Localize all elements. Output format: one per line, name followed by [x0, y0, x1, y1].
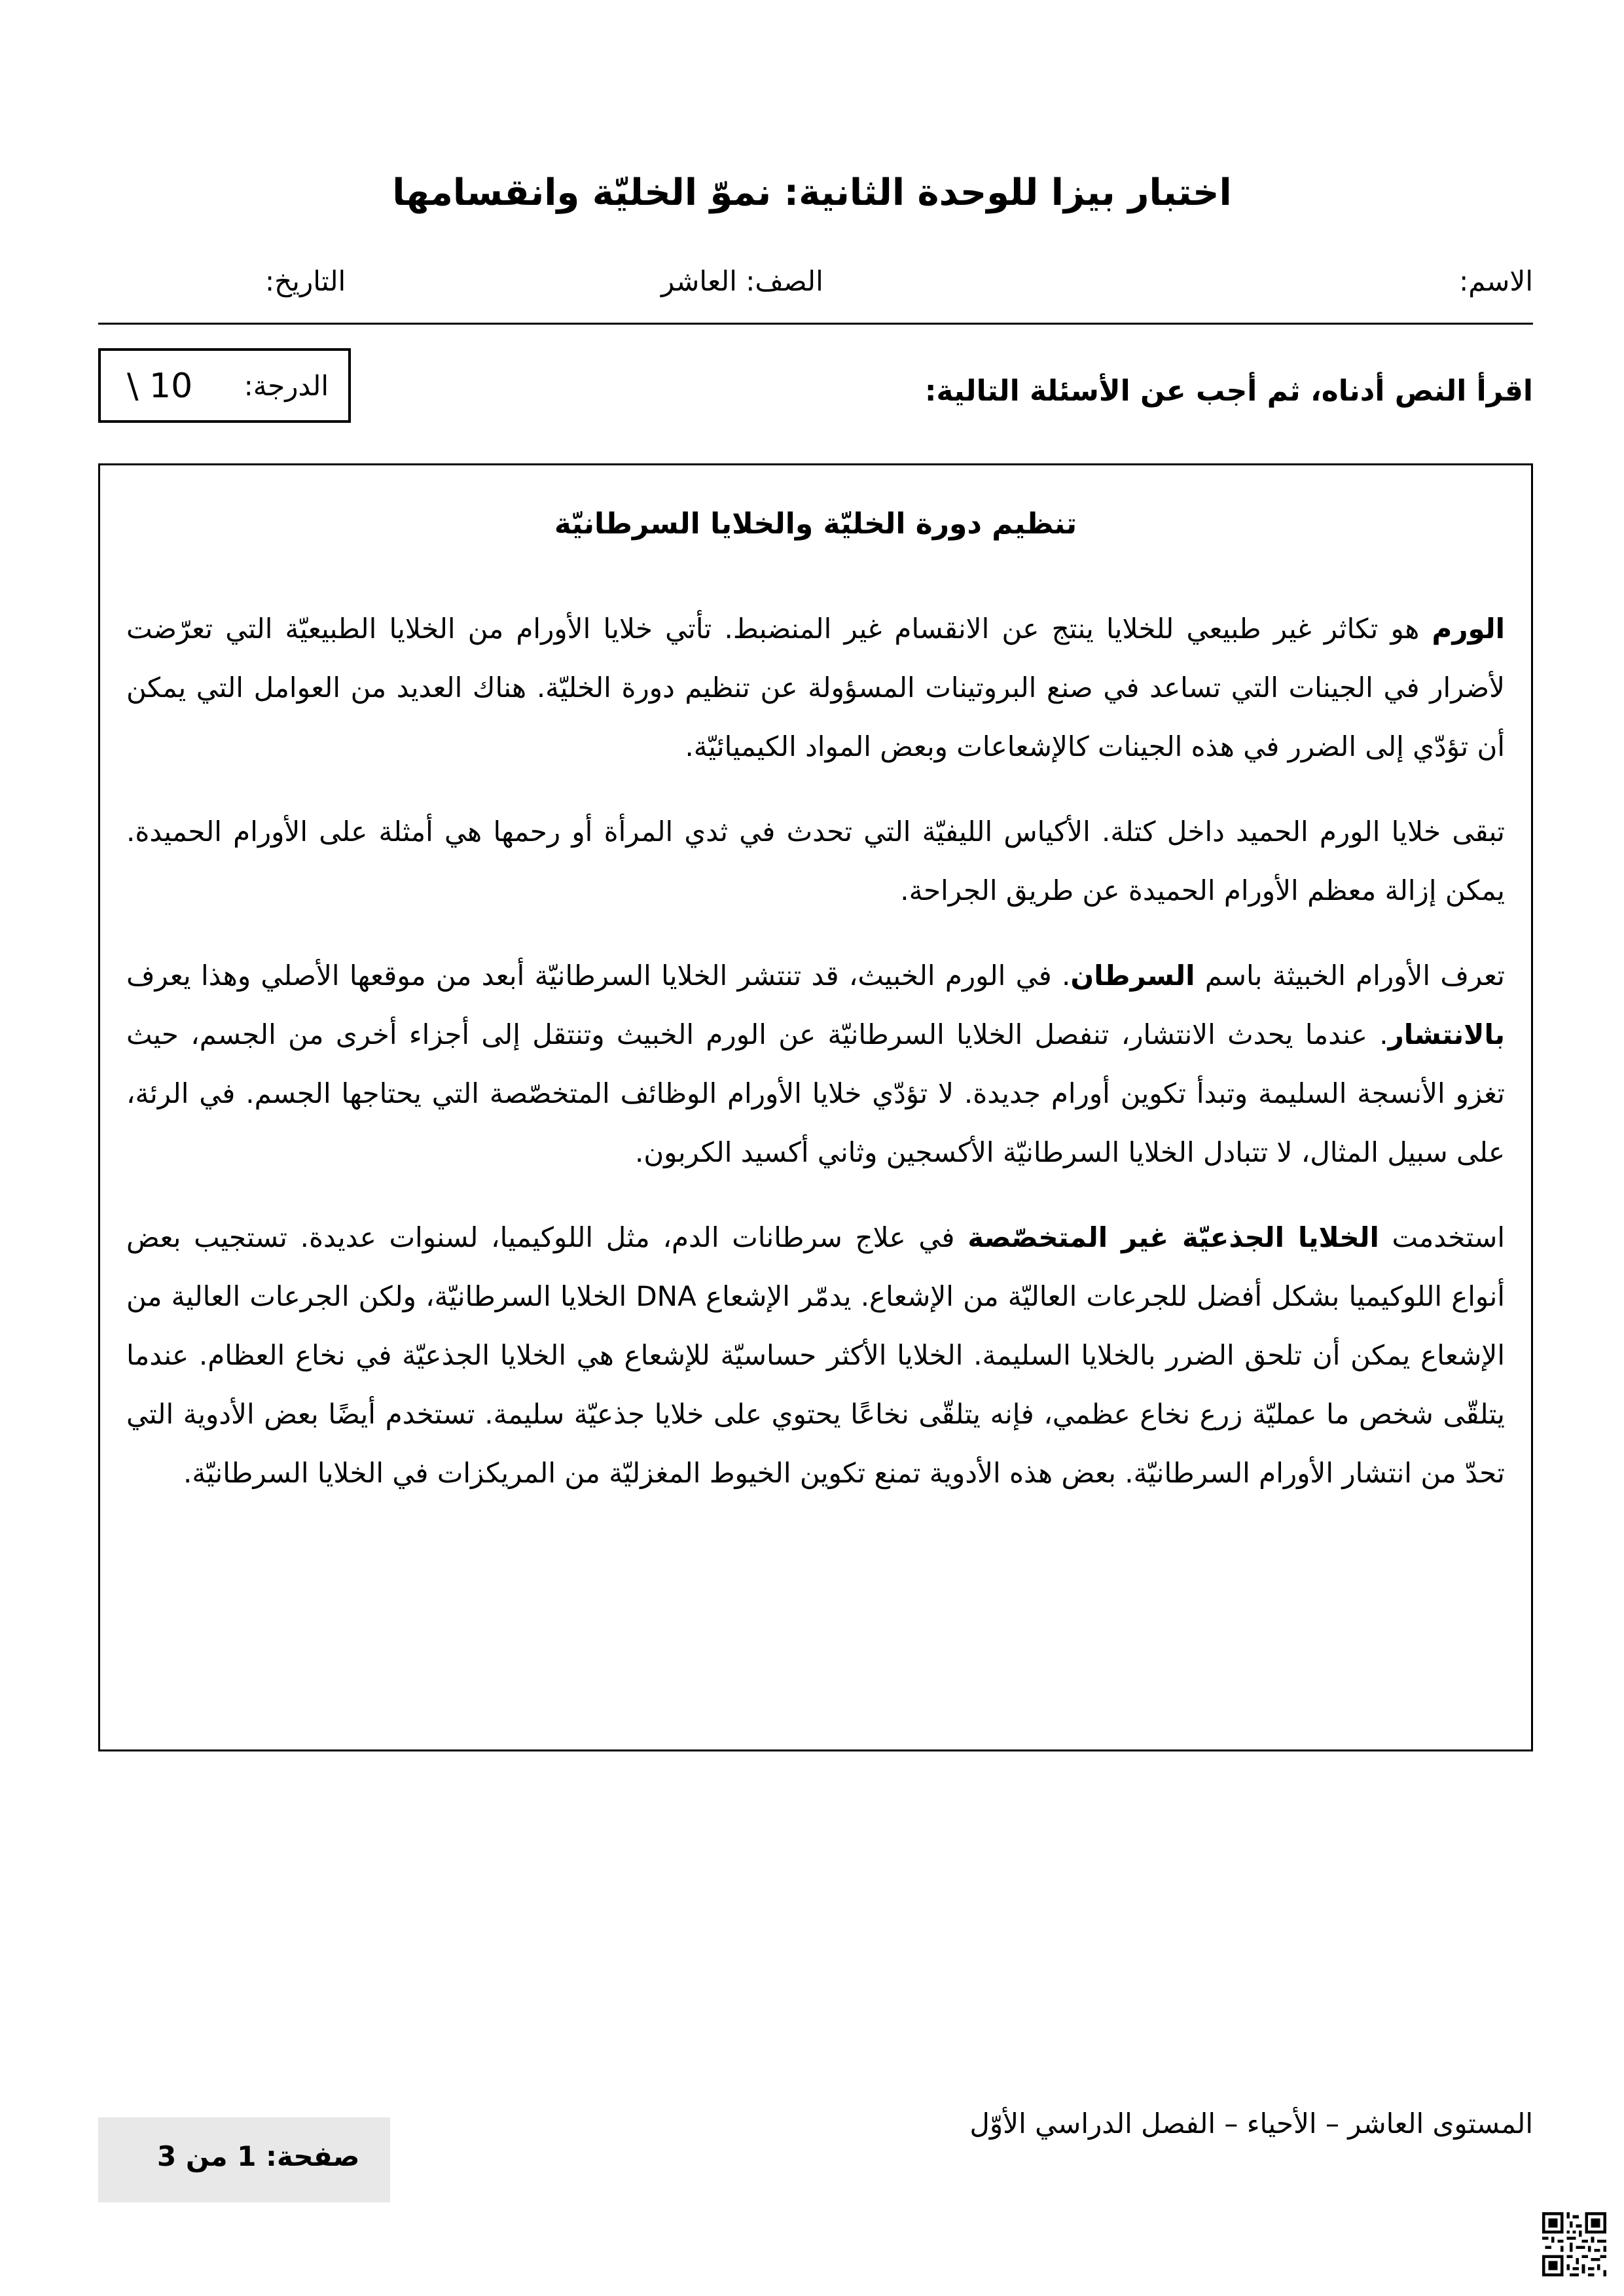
term-cancer: السرطان — [1070, 960, 1195, 992]
passage-paragraph-2 — [126, 802, 1505, 920]
page-number: صفحة: 1 من 3 — [157, 2140, 360, 2172]
grade-box — [98, 348, 351, 423]
term-metastasis: بالانتشار — [1388, 1018, 1505, 1050]
passage-paragraph-1 — [126, 600, 1505, 776]
paragraph-4-text-a: استخدمت — [1379, 1221, 1505, 1253]
name-label: الاسم: — [1459, 265, 1533, 297]
passage-paragraph-3 — [126, 946, 1505, 1182]
page-number-box — [98, 2117, 390, 2202]
paragraph-3-text-c: . عندما يحدث الانتشار، تنفصل الخلايا السرطانيّة عن الورم الخبيث وتنتقل إلى أجزاء أخرى من الجسم، حيث تغزو الأنسجة السليمة وتبدأ تكوين أورام جديدة. لا تؤدّي خلايا الأورام الوظائف المتخصّصة التي يحتاجها الجسم. في الرئة، على سبيل المثال، لا تتبادل الخلايا السرطانيّة الأكسجين وثاني أكسيد الكربون. — [126, 1018, 1505, 1168]
paragraph-3-text-a: تعرف الأورام الخبيثة باسم — [1195, 960, 1505, 992]
term-tumor: الورم — [1432, 613, 1505, 645]
paragraph-1-text: هو تكاثر غير طبيعي للخلايا ينتج عن الانقسام غير المنضبط. تأتي خلايا الأورام من الخلايا الطبيعيّة التي تعرّضت لأضرار في الجينات التي تساعد في صنع البروتينات المسؤولة عن تنظيم دورة الخليّة. هناك العديد من العوامل التي يمكن أن تؤدّي إلى الضرر في هذه الجينات كالإشعاعات وبعض المواد الكيميائيّة. — [126, 613, 1505, 762]
grade-value: \ 10 — [127, 367, 193, 406]
paragraph-2-text: تبقى خلايا الورم الحميد داخل كتلة. الأكياس الليفيّة التي تحدث في ثدي المرأة أو رحمها هي أمثلة على الأورام الحميدة. يمكن إزالة معظم الأورام الحميدة عن طريق الجراحة. — [126, 816, 1505, 906]
header-divider — [98, 323, 1533, 325]
instruction-text: اقرأ النص أدناه، ثم أجب عن الأسئلة التالية: — [924, 374, 1533, 408]
class-label: الصف: العاشر — [661, 265, 823, 297]
date-label: التاريخ: — [265, 265, 346, 297]
grade-label: الدرجة: — [244, 370, 329, 402]
student-info-row — [98, 259, 1533, 304]
term-stem-cells: الخلايا الجذعيّة غير المتخصّصة — [967, 1221, 1379, 1253]
qr-code-icon — [1542, 2212, 1606, 2276]
footer-course-label: المستوى العاشر – الأحياء – الفصل الدراسي الأوّل — [969, 2108, 1533, 2140]
passage-title: تنظيم دورة الخليّة والخلايا السرطانيّة — [554, 507, 1077, 541]
paragraph-4-text-b: في علاج سرطانات الدم، مثل اللوكيميا، لسنوات عديدة. تستجيب بعض أنواع اللوكيميا بشكل أفضل للجرعات العاليّة من الإشعاع. يدمّر الإشعاع DNA الخلايا السرطانيّة، ولكن الجرعات العالية من الإشعاع يمكن أن تلحق الضرر بالخلايا السليمة. الخلايا الأكثر حساسيّة للإشعاع هي الخلايا الجذعيّة في نخاع العظام. عندما يتلقّى شخص ما عمليّة زرع نخاع عظمي، فإنه يتلقّى نخاعًا يحتوي على خلايا جذعيّة سليمة. تستخدم أيضًا بعض الأدوية التي تحدّ من انتشار الأورام السرطانيّة. بعض هذه الأدوية تمنع تكوين الخيوط المغزليّة من المريكزات في الخلايا السرطانيّة. — [126, 1221, 1505, 1489]
page-title: اختبار بيزا للوحدة الثانية: نموّ الخليّة وانقسامها — [392, 171, 1232, 214]
paragraph-3-text-b: . في الورم الخبيث، قد تنتشر الخلايا السرطانيّة أبعد من موقعها الأصلي وهذا يعرف — [126, 960, 1071, 992]
passage-paragraph-4 — [126, 1208, 1505, 1503]
reading-passage-box — [98, 463, 1533, 1751]
